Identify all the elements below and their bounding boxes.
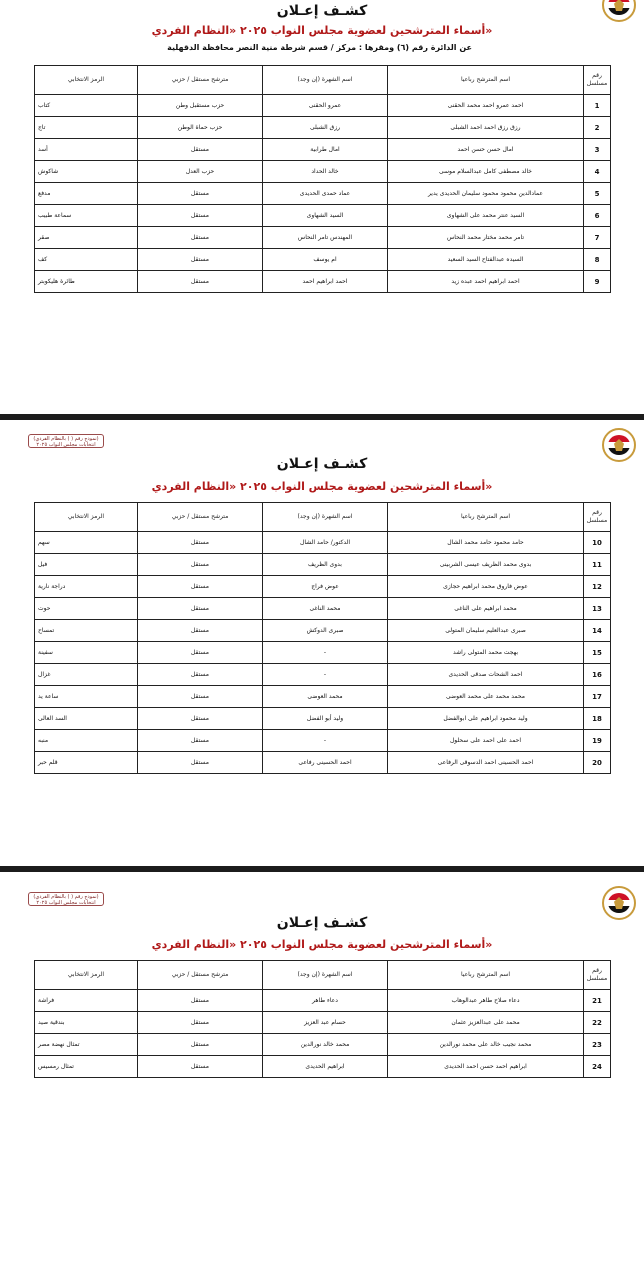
symbol-cell: سماعة طبيب (35, 205, 138, 227)
alias-cell: محمد خالد نورالدين (263, 1034, 388, 1056)
document-page-3 (0, 872, 644, 1280)
name-cell: احمد الحسينى احمد الدسوقى الرفاعى (388, 752, 584, 774)
type-cell: مستقل (138, 227, 263, 249)
table-header-row (35, 66, 611, 95)
symbol-cell: شاكوش (35, 161, 138, 183)
alias-cell: احمد الحسينى رفاعى (263, 752, 388, 774)
name-cell: عوض فاروق محمد ابراهيم حجازى (388, 576, 584, 598)
serial-cell: 23 (584, 1034, 611, 1056)
document-subtitle: أسماء المترشحين لعضوية مجلس النواب ٢٠٢٥ «النظام الفردي» (151, 480, 493, 493)
symbol-cell: دراجة نارية (35, 576, 138, 598)
form-label: (نموذج رقم ( ) بالنظام الفردي) (33, 894, 99, 900)
type-cell: مستقل (138, 708, 263, 730)
serial-cell: 4 (584, 161, 611, 183)
serial-cell: 11 (584, 554, 611, 576)
type-cell: مستقل (138, 1034, 263, 1056)
symbol-cell: تمثال رمسيس (35, 1056, 138, 1078)
name-cell: بدوى محمد الظريف عيسى الشربينى (388, 554, 584, 576)
name-cell: دعاء صلاح طاهر عبدالوهاب (388, 990, 584, 1012)
header-serial: رقم مسلسل (584, 66, 611, 95)
symbol-cell: صقر (35, 227, 138, 249)
name-cell: رزق رزق احمد احمد الشبلى (388, 117, 584, 139)
serial-cell: 22 (584, 1012, 611, 1034)
table-row (35, 730, 611, 752)
table-row (35, 642, 611, 664)
name-cell: عمادالدين محمود محمود سليمان الحديدى يدير (388, 183, 584, 205)
name-cell: احمد الشحات صدقى الحديدى (388, 664, 584, 686)
alias-cell: محمد العوضى (263, 686, 388, 708)
alias-cell: صبرى الدوكش (263, 620, 388, 642)
alias-cell: السيد الشهاوى (263, 205, 388, 227)
serial-cell: 6 (584, 205, 611, 227)
name-cell: بهجت محمد المتولى راشد (388, 642, 584, 664)
name-cell: احمد على احمد على سحلول (388, 730, 584, 752)
table-row (35, 249, 611, 271)
symbol-cell: غزال (35, 664, 138, 686)
table-row (35, 554, 611, 576)
table-row (35, 620, 611, 642)
type-cell: مستقل (138, 271, 263, 293)
table-row (35, 271, 611, 293)
table-row (35, 1056, 611, 1078)
header-symbol: الرمز الانتخابي (35, 503, 138, 532)
table-row (35, 161, 611, 183)
table-row (35, 708, 611, 730)
symbol-cell: قلم حبر (35, 752, 138, 774)
symbol-cell: كتاب (35, 95, 138, 117)
type-cell: مستقل (138, 532, 263, 554)
form-number-box (28, 434, 104, 448)
table-row (35, 1012, 611, 1034)
name-cell: وليد محمود ابراهيم على ابوالفضل (388, 708, 584, 730)
symbol-cell: طائرة هليكوبتر (35, 271, 138, 293)
serial-cell: 7 (584, 227, 611, 249)
type-cell: مستقل (138, 554, 263, 576)
serial-cell: 18 (584, 708, 611, 730)
alias-cell: حسام عبد العزيز (263, 1012, 388, 1034)
alias-cell: رزق الشبلى (263, 117, 388, 139)
name-cell: صبرى عبدالعليم سليمان المتولى (388, 620, 584, 642)
serial-cell: 21 (584, 990, 611, 1012)
document-title: كشـف إعـلان (276, 456, 368, 472)
symbol-cell: فراشة (35, 990, 138, 1012)
table-row (35, 686, 611, 708)
table-header-row (35, 503, 611, 532)
serial-cell: 24 (584, 1056, 611, 1078)
name-cell: محمد نجيب خالد على محمد نورالدين (388, 1034, 584, 1056)
symbol-cell: ساعة يد (35, 686, 138, 708)
header-type: مترشح مستقل / حزبي (138, 66, 263, 95)
serial-cell: 13 (584, 598, 611, 620)
document-subtitle: أسماء المترشحين لعضوية مجلس النواب ٢٠٢٥ «النظام الفردي» (151, 938, 493, 951)
alias-cell: خالد الحداد (263, 161, 388, 183)
type-cell: حزب حماة الوطن (138, 117, 263, 139)
type-cell: حزب مستقبل وطن (138, 95, 263, 117)
table-row (35, 227, 611, 249)
header-serial: رقم مسلسل (584, 503, 611, 532)
header-serial: رقم مسلسل (584, 961, 611, 990)
type-cell: مستقل (138, 686, 263, 708)
name-cell: تامر محمد مختار محمد النحاس (388, 227, 584, 249)
header-symbol: الرمز الانتخابي (35, 66, 138, 95)
table-row (35, 117, 611, 139)
type-cell: مستقل (138, 1012, 263, 1034)
alias-cell: عماد حمدى الحديدى (263, 183, 388, 205)
alias-cell: بدوى الظريف (263, 554, 388, 576)
type-cell: مستقل (138, 620, 263, 642)
alias-cell: امال طرابية (263, 139, 388, 161)
alias-cell: - (263, 642, 388, 664)
header-name: اسم المترشح رباعيا (388, 503, 584, 532)
table-header-row (35, 961, 611, 990)
name-cell: حامد محمود حامد محمد الشال (388, 532, 584, 554)
serial-cell: 12 (584, 576, 611, 598)
name-cell: السيد عنتر محمد على الشهاوى (388, 205, 584, 227)
alias-cell: ام يوسف (263, 249, 388, 271)
serial-cell: 3 (584, 139, 611, 161)
alias-cell: عمرو الحقنى (263, 95, 388, 117)
alias-cell: المهندس تامر النحاس (263, 227, 388, 249)
type-cell: مستقل (138, 642, 263, 664)
alias-cell: احمد ابراهيم احمد (263, 271, 388, 293)
symbol-cell: سفينة (35, 642, 138, 664)
serial-cell: 20 (584, 752, 611, 774)
header-type: مترشح مستقل / حزبي (138, 503, 263, 532)
type-cell: حزب العدل (138, 161, 263, 183)
type-cell: مستقل (138, 664, 263, 686)
serial-cell: 2 (584, 117, 611, 139)
serial-cell: 15 (584, 642, 611, 664)
table-row (35, 532, 611, 554)
name-cell: السيده عبدالفتاح السيد السعيد (388, 249, 584, 271)
type-cell: مستقل (138, 205, 263, 227)
document-page-2 (0, 420, 644, 866)
candidates-table (34, 502, 611, 774)
symbol-cell: تاج (35, 117, 138, 139)
table-row (35, 95, 611, 117)
name-cell: خالد مصطفى كامل عبدالسلام موسى (388, 161, 584, 183)
serial-cell: 8 (584, 249, 611, 271)
table-row (35, 752, 611, 774)
symbol-cell: مدفع (35, 183, 138, 205)
type-cell: مستقل (138, 990, 263, 1012)
table-row (35, 205, 611, 227)
symbol-cell: أسد (35, 139, 138, 161)
serial-cell: 19 (584, 730, 611, 752)
form-label: (نموذج رقم ( ) بالنظام الفردي) (33, 436, 99, 442)
table-row (35, 1034, 611, 1056)
form-sublabel: انتخابات مجلس النواب ٢٠٢٥ (36, 900, 96, 906)
symbol-cell: حوت (35, 598, 138, 620)
table-row (35, 139, 611, 161)
serial-cell: 16 (584, 664, 611, 686)
alias-cell: محمد الناغى (263, 598, 388, 620)
name-cell: محمد محمد على محمد العوضى (388, 686, 584, 708)
header-alias: اسم الشهرة (إن وجد) (263, 503, 388, 532)
name-cell: احمد ابراهيم احمد عبده زيد (388, 271, 584, 293)
alias-cell: الدكتور/ حامد الشال (263, 532, 388, 554)
type-cell: مستقل (138, 730, 263, 752)
type-cell: مستقل (138, 249, 263, 271)
header-symbol: الرمز الانتخابي (35, 961, 138, 990)
table-row (35, 598, 611, 620)
alias-cell: - (263, 664, 388, 686)
header-type: مترشح مستقل / حزبي (138, 961, 263, 990)
type-cell: مستقل (138, 183, 263, 205)
name-cell: ابراهيم احمد حسن احمد الحديدى (388, 1056, 584, 1078)
serial-cell: 5 (584, 183, 611, 205)
name-cell: احمد عمرو احمد محمد الحقنى (388, 95, 584, 117)
type-cell: مستقل (138, 598, 263, 620)
type-cell: مستقل (138, 576, 263, 598)
type-cell: مستقل (138, 752, 263, 774)
serial-cell: 14 (584, 620, 611, 642)
document-subtitle: أسماء المترشحين لعضوية مجلس النواب ٢٠٢٥ «النظام الفردي» (151, 24, 493, 37)
table-row (35, 183, 611, 205)
header-alias: اسم الشهرة (إن وجد) (263, 66, 388, 95)
symbol-cell: منبه (35, 730, 138, 752)
symbol-cell: كف (35, 249, 138, 271)
symbol-cell: بندقية صيد (35, 1012, 138, 1034)
header-alias: اسم الشهرة (إن وجد) (263, 961, 388, 990)
document-page-1 (0, 0, 644, 414)
document-title: كشـف إعـلان (276, 915, 368, 931)
candidates-table (34, 65, 611, 293)
candidates-table (34, 960, 611, 1078)
header-name: اسم المترشح رباعيا (388, 66, 584, 95)
alias-cell: دعاء طاهر (263, 990, 388, 1012)
table-row (35, 576, 611, 598)
serial-cell: 1 (584, 95, 611, 117)
alias-cell: عوض فراج (263, 576, 388, 598)
name-cell: محمد ابراهيم على الناغى (388, 598, 584, 620)
alias-cell: ابراهيم الحديدى (263, 1056, 388, 1078)
symbol-cell: السد العالى (35, 708, 138, 730)
table-row (35, 990, 611, 1012)
symbol-cell: سهم (35, 532, 138, 554)
table-row (35, 664, 611, 686)
name-cell: محمد على عبدالعزيز عثمان (388, 1012, 584, 1034)
alias-cell: - (263, 730, 388, 752)
district-info: عن الدائرة رقم (٦) ومقرها : مركز / قسم شرطة منية النصر محافظة الدقهلية (167, 43, 472, 52)
symbol-cell: تمساح (35, 620, 138, 642)
header-name: اسم المترشح رباعيا (388, 961, 584, 990)
type-cell: مستقل (138, 1056, 263, 1078)
type-cell: مستقل (138, 139, 263, 161)
serial-cell: 10 (584, 532, 611, 554)
symbol-cell: فيل (35, 554, 138, 576)
form-number-box (28, 892, 104, 906)
form-sublabel: انتخابات مجلس النواب ٢٠٢٥ (36, 442, 96, 448)
serial-cell: 17 (584, 686, 611, 708)
serial-cell: 9 (584, 271, 611, 293)
name-cell: امال حسن حسن احمد (388, 139, 584, 161)
symbol-cell: تمثال نهضة مصر (35, 1034, 138, 1056)
alias-cell: وليد أبو الفضل (263, 708, 388, 730)
document-title: كشـف إعـلان (276, 3, 368, 19)
